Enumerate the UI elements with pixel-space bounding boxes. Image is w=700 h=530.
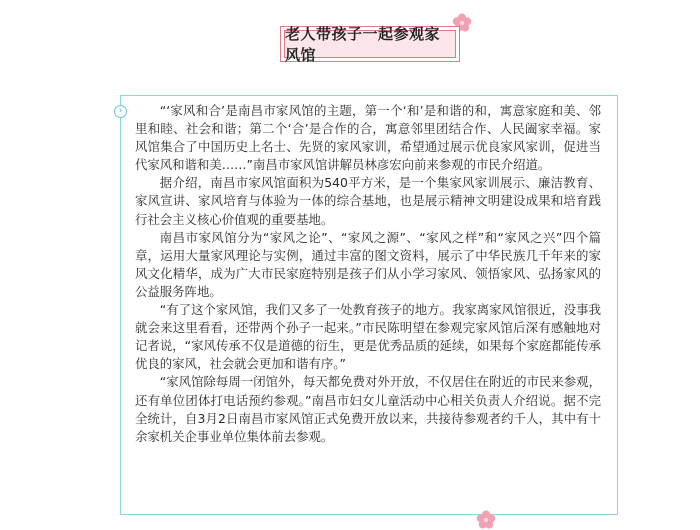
article-frame bbox=[120, 95, 618, 515]
chevron-right-icon: › bbox=[114, 105, 127, 118]
paragraph-5: “家风馆除每周一闭馆外，每天都免费对外开放，不仅居住在附近的市民来参观，还有单位团体打电话预约参观。”南昌市妇女儿童活动中心相关负责人介绍说。据不完全统计，自3月2日南昌市家风馆正式免费开放以来，共接待参观者约千人，其中有十余家机关企事业单位集体前去参观。 bbox=[135, 374, 601, 444]
paragraph-1: “‘家风和合’是南昌市家风馆的主题，第一个‘和’是和谐的和，寓意家庭和美、邻里和睦、社会和谐；第二个‘合’是合作的合，寓意邻里团结合作、人民阖家幸福。家风馆集合了中国历史上名士、先贤的家风家训，希望通过展示优良家风家训，促进当代家风和谐和美……”南昌市家风馆讲解员林彦宏向前来参观的市民介绍道。 bbox=[135, 103, 601, 173]
paragraph-3: 南昌市家风馆分为“家风之论”、“家风之源”、“家风之样”和“家风之兴”四个篇章，运用大量家风理论与实例，通过丰富的图文资料，展示了中华民族几千年来的家风文化精华，成为广大市民家庭特别是孩子们从小学习家风、领悟家风、弘扬家风的公益服务阵地。 bbox=[135, 229, 601, 299]
page-title: 老人带孩子一起参观家风馆 bbox=[284, 30, 456, 58]
cherry-blossom-icon bbox=[476, 510, 496, 530]
paragraph-2: 据介绍，南昌市家风馆面积为540平方米，是一个集家风家训展示、廉洁教育、家风宣讲、家风培育与体验为一体的综合基地，也是展示精神文明建设成果和培育践行社会主义核心价值观的重要基地。 bbox=[135, 175, 601, 227]
title-frame bbox=[280, 26, 460, 62]
article-body bbox=[135, 102, 601, 446]
paragraph-4: “有了这个家风馆，我们又多了一处教育孩子的地方。我家离家风馆很近，没事我就会来这里看看，还带两个孙子一起来。”市民陈明望在参观完家风馆后深有感触地对记者说，“家风传承不仅是道德的衍生，更是优秀品质的延续，如果每个家庭都能传承优良的家风，社会就会更加和谐有序。” bbox=[135, 302, 601, 372]
